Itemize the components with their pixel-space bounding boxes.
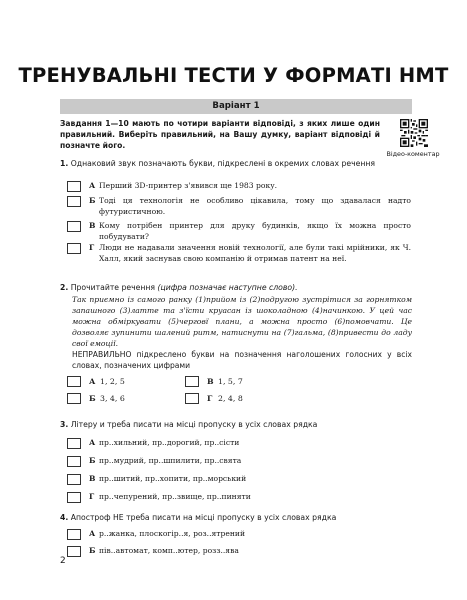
option-letter: Б xyxy=(89,456,96,465)
answer-checkbox[interactable] xyxy=(67,474,81,485)
option-text: Тоді ця технологія не особливо цікавила, тому що здавалася надто футуристичною. xyxy=(99,196,411,216)
answer-checkbox[interactable] xyxy=(185,376,199,387)
answer-checkbox[interactable] xyxy=(185,393,199,404)
option-letter: Б xyxy=(89,196,96,205)
option-text: 2, 4, 8 xyxy=(218,394,243,403)
answer-checkbox[interactable] xyxy=(67,196,81,207)
answer-checkbox[interactable] xyxy=(67,456,81,467)
answer-checkbox[interactable] xyxy=(67,376,81,387)
question-text: Однаковий звук позначають букви, підкреслені в окремих словах речення xyxy=(70,159,376,168)
question-number: 3. xyxy=(60,420,69,429)
option-text: Люди не надавали значення новій технології, але були такі мрійники, як Ч. Халл, який заснував свою компанію й отримав патент на неї. xyxy=(99,243,411,263)
question-number: 4. xyxy=(60,513,69,522)
question-instruction: НЕПРАВИЛЬНО підкреслено букви на позначення наголошених голосних у всіх словах, позначених цифрами xyxy=(72,350,412,370)
option-letter: Б xyxy=(89,394,96,403)
answer-checkbox[interactable] xyxy=(67,546,81,557)
option-text: пр..мудрий, пр..шпилити, пр..свята xyxy=(99,456,242,465)
question-number: 2. xyxy=(60,283,69,292)
question-text: Літеру и треба писати на місці пропуску в усіх словах рядка xyxy=(70,420,318,429)
option-text: 3, 4, 6 xyxy=(100,394,125,403)
page-number: 2 xyxy=(60,556,66,566)
reading-passage: Так приємно із самого ранку (1)прийом із (2)подругою зустрітися за горнятком запашного (3)латте та з'їсти круасан із шоколадною (4)начинкою. У цей час можна обміркувати (5)черговї плани, а можна просто (6)помовчати. Це дозволяє зупинити шалений ритм, натиснути на (7)гальма, (8)привестu до ладу свої емоції. xyxy=(72,295,412,348)
option-letter: Г xyxy=(207,394,213,403)
option-text: пр..хильний, пр..дорогий, пр..сісти xyxy=(99,438,240,447)
question-text: Апостроф НЕ треба писати на місці пропуску в усіх словах рядка xyxy=(70,513,337,522)
option-text: р..жанка, плоскогір..я, роз..ятрений xyxy=(99,529,246,538)
option-text: Кому потрібен принтер для друку будинків, якщо їх можна просто побудувати? xyxy=(99,221,411,241)
variant-header: Варіант 1 xyxy=(60,99,412,114)
answer-checkbox[interactable] xyxy=(67,438,81,449)
question-number: 1. xyxy=(60,159,69,168)
question-hint: (цифра позначає наступне слово). xyxy=(157,283,298,292)
option-letter: А xyxy=(89,529,96,538)
video-commentary-caption: Відео-коментар xyxy=(386,150,440,158)
option-text: пр..шитий, пр..хопити, пр..морський xyxy=(99,474,247,483)
option-letter: Б xyxy=(89,546,96,555)
option-text: 1, 5, 7 xyxy=(218,377,243,386)
option-letter: А xyxy=(89,377,96,386)
page-title: ТРЕНУВАЛЬНІ ТЕСТИ У ФОРМАТІ НМТ xyxy=(18,64,449,87)
answer-checkbox[interactable] xyxy=(67,393,81,404)
answer-checkbox[interactable] xyxy=(67,181,81,192)
option-letter: В xyxy=(207,377,214,386)
answer-checkbox[interactable] xyxy=(67,529,81,540)
option-letter: Г xyxy=(89,492,95,501)
question-text: Прочитайте речення xyxy=(70,283,156,292)
option-text: пів..автомат, комп..ютер, розз..ява xyxy=(99,546,239,555)
option-letter: А xyxy=(89,181,96,190)
option-letter: Г xyxy=(89,243,95,252)
qr-code-icon[interactable] xyxy=(400,119,428,147)
option-text: пр..чепурений, пр..звище, пр..пиняти xyxy=(99,492,251,501)
option-text: Перший 3D-принтер з'явився ще 1983 року. xyxy=(99,181,278,190)
task-instructions: Завдання 1—10 мають по чотири варіанти відповіді, з яких лише один правильний. Виберіть правильний, на Вашу думку, варіант відповіді й позначте його. xyxy=(60,119,380,151)
answer-checkbox[interactable] xyxy=(67,492,81,503)
question-4 xyxy=(60,512,412,523)
answer-checkbox[interactable] xyxy=(67,221,81,232)
option-letter: В xyxy=(89,474,96,483)
option-text: 1, 2, 5 xyxy=(100,377,125,386)
question-1 xyxy=(60,158,412,169)
option-letter: В xyxy=(89,221,96,230)
option-letter: А xyxy=(89,438,96,447)
answer-checkbox[interactable] xyxy=(67,243,81,254)
question-3 xyxy=(60,419,412,430)
question-2 xyxy=(60,282,412,293)
